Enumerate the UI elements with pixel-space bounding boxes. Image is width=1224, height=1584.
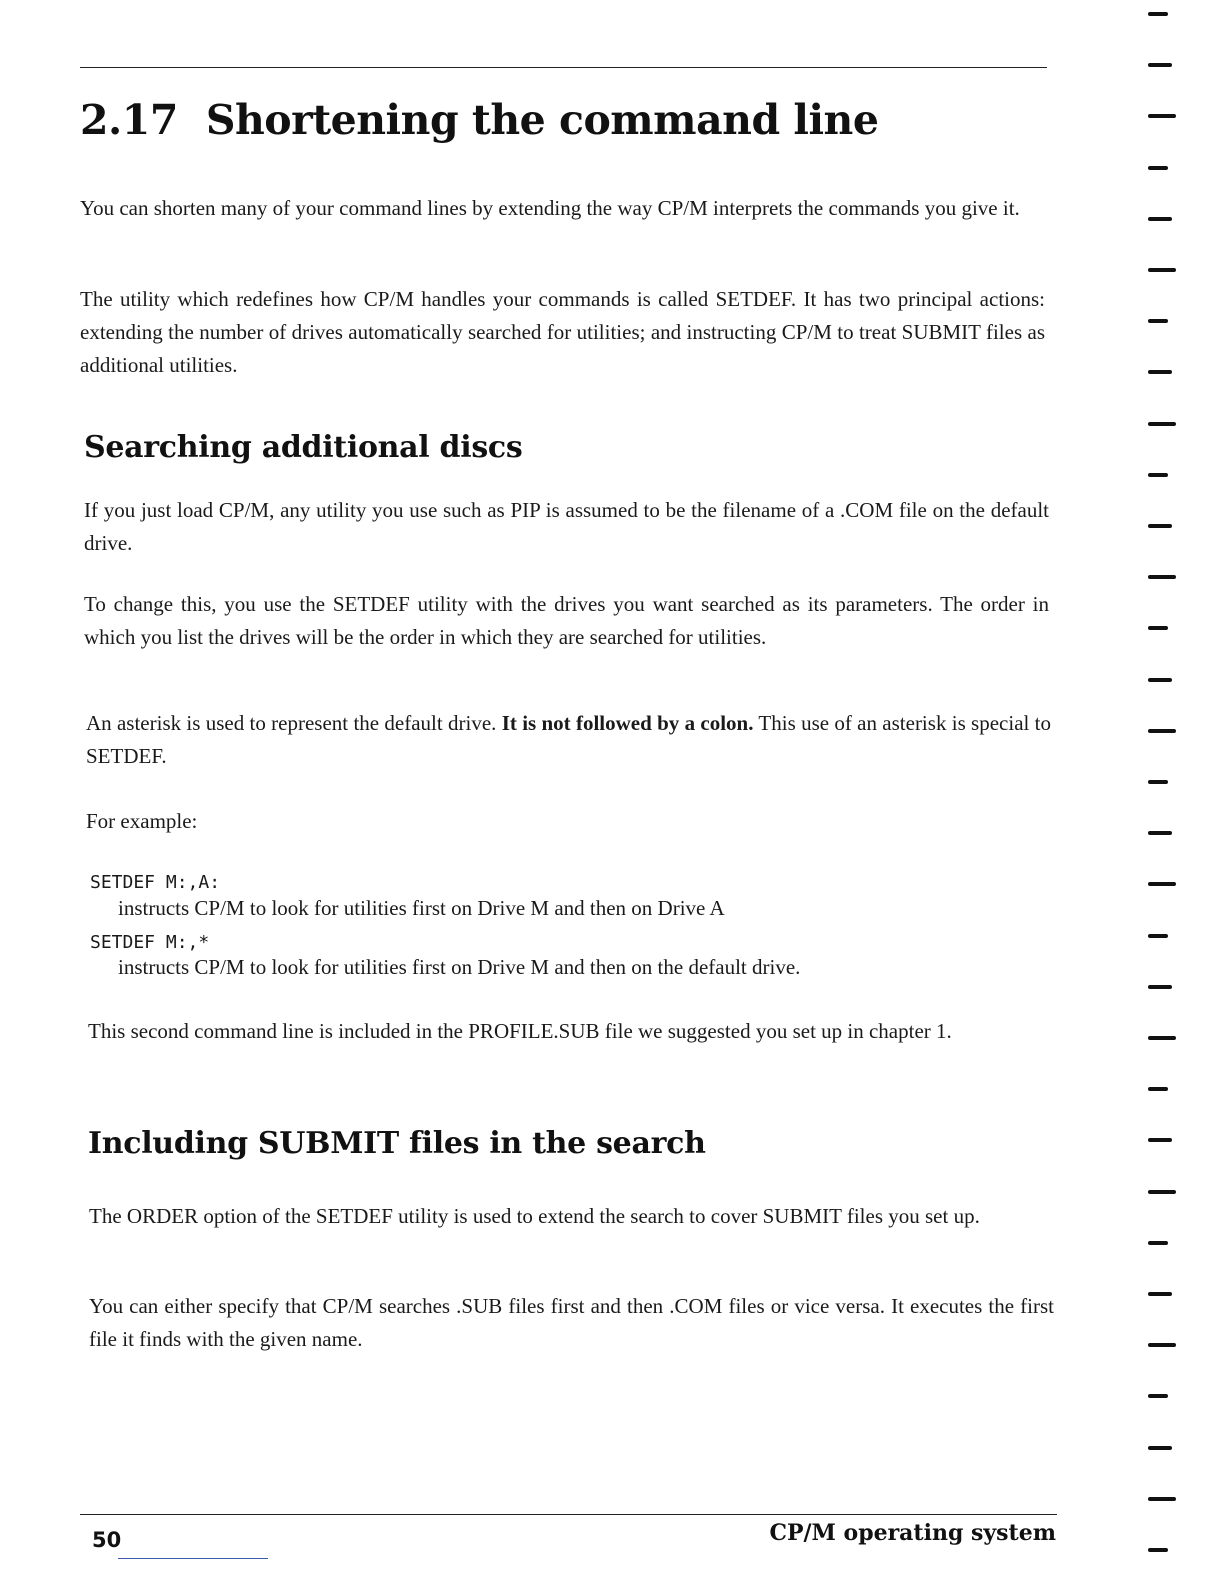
para3-end: This use of an asterisk is special to SETDEF.: [86, 711, 1052, 768]
section-number: 2.17: [80, 96, 178, 144]
page-number-underline: [118, 1558, 268, 1559]
section-title: Shortening the command line: [205, 96, 879, 144]
binding-mark: [1148, 319, 1168, 323]
para3-start: An asterisk is used to represent the default drive.: [86, 711, 502, 735]
page-number: 50: [92, 1528, 122, 1552]
section2-paragraph-2: You can either specify that CP/M searches .SUB files first and then .COM files or vice versa. It executes the first file it finds with the given name.: [89, 1294, 1054, 1351]
bottom-rule: [80, 1514, 1057, 1515]
binding-mark: [1148, 1548, 1168, 1552]
binding-mark: [1148, 370, 1172, 374]
binding-mark: [1148, 678, 1172, 682]
para3-emphasis: It is not followed by a colon.: [501, 711, 754, 735]
binding-mark: [1148, 12, 1168, 16]
section1-paragraph-3: [86, 707, 1051, 773]
top-rule: [80, 67, 1047, 68]
section1-paragraph-4: This second command line is included in the PROFILE.SUB file we suggested you set up in chapter 1.: [88, 1019, 952, 1043]
binding-mark: [1148, 1343, 1176, 1347]
binding-mark: [1148, 1138, 1172, 1142]
chapter-heading: [80, 96, 878, 144]
example-description-1: instructs CP/M to look for utilities first on Drive M and then on Drive A: [118, 896, 725, 920]
binding-mark: [1148, 575, 1176, 579]
binding-mark: [1148, 1087, 1168, 1091]
binding-mark: [1148, 524, 1172, 528]
binding-mark: [1148, 934, 1168, 938]
binding-mark: [1148, 473, 1168, 477]
binding-mark: [1148, 985, 1172, 989]
binding-mark: [1148, 626, 1168, 630]
binding-holes-strip: [1140, 0, 1180, 1584]
section1-paragraph-2: To change this, you use the SETDEF utility with the drives you want searched as its parameters. The order in which you list the drives will be the order in which they are searched for utilities.: [84, 592, 1049, 649]
binding-mark: [1148, 729, 1176, 733]
binding-mark: [1148, 1190, 1176, 1194]
running-footer: CP/M operating system: [769, 1520, 1056, 1546]
binding-mark: [1148, 1292, 1172, 1296]
binding-mark: [1148, 166, 1168, 170]
binding-mark: [1148, 1497, 1176, 1501]
binding-mark: [1148, 1446, 1172, 1450]
binding-mark: [1148, 268, 1176, 272]
binding-mark: [1148, 1036, 1176, 1040]
binding-mark: [1148, 114, 1176, 118]
subheading-including-submit: Including SUBMIT files in the search: [88, 1126, 706, 1161]
intro-paragraph-1: You can shorten many of your command lines by extending the way CP/M interprets the commands you give it.: [80, 196, 1020, 220]
example-label: For example:: [86, 809, 198, 833]
binding-mark: [1148, 831, 1172, 835]
example-command-1: SETDEF M:,A:: [90, 872, 221, 893]
example-command-2: SETDEF M:,*: [90, 932, 210, 953]
example-description-2: instructs CP/M to look for utilities first on Drive M and then on the default drive.: [118, 955, 801, 979]
binding-mark: [1148, 422, 1176, 426]
section2-paragraph-1: The ORDER option of the SETDEF utility is used to extend the search to cover SUBMIT files you set up.: [89, 1204, 980, 1228]
binding-mark: [1148, 1394, 1168, 1398]
binding-mark: [1148, 882, 1176, 886]
binding-mark: [1148, 63, 1172, 67]
binding-mark: [1148, 1241, 1168, 1245]
subheading-searching: Searching additional discs: [84, 430, 523, 465]
section1-paragraph-1: If you just load CP/M, any utility you use such as PIP is assumed to be the filename of a .COM file on the default drive.: [84, 498, 1049, 555]
binding-mark: [1148, 780, 1168, 784]
intro-paragraph-2: The utility which redefines how CP/M handles your commands is called SETDEF. It has two principal actions: extending the number of drives automatically searched for utilities; and instructing CP/M to treat SUBMIT files as additional utilities.: [80, 287, 1045, 377]
binding-mark: [1148, 217, 1172, 221]
